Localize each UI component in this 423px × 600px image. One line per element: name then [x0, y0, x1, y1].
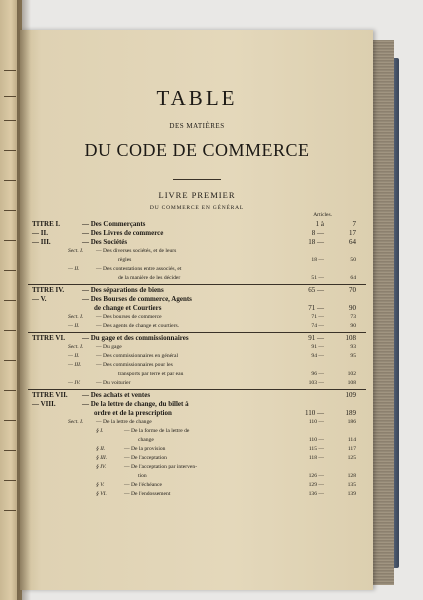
toc-entry-text: ordre et de la prescription	[94, 409, 172, 417]
toc-entry-text: — Des commissionnaires en général	[96, 353, 179, 359]
toc-row	[28, 334, 366, 343]
toc-row	[28, 220, 366, 229]
toc-row	[28, 379, 366, 388]
article-range-start: 74 —	[311, 323, 324, 329]
toc-row	[28, 490, 366, 499]
article-range-start: 115 —	[308, 446, 324, 452]
toc-entry-label: — II.	[32, 229, 48, 237]
toc-row	[28, 436, 366, 445]
toc-entry-text: — Des séparations de biens	[82, 286, 164, 294]
article-range-end: 90	[349, 304, 356, 312]
article-range-start: 110 —	[308, 437, 324, 443]
toc-entry-label: TITRE VI.	[32, 334, 65, 342]
article-range-start: 110 —	[308, 419, 324, 425]
book-page	[20, 30, 373, 590]
section-divider	[28, 332, 366, 333]
article-range-end: 102	[347, 371, 356, 377]
toc-entry-text: — De la forme de la lettre de	[124, 428, 190, 434]
toc-entry-text: — Des Bourses de commerce, Agents	[82, 295, 192, 303]
article-range-end: 7	[352, 220, 356, 228]
toc-row	[28, 445, 366, 454]
article-range-end: 125	[347, 455, 356, 461]
article-range-start: 118 —	[308, 455, 324, 461]
toc-entry-label: — II.	[68, 266, 80, 272]
article-range-end: 70	[349, 286, 356, 294]
toc-entry-text: règles	[118, 257, 132, 263]
section-divider	[28, 389, 366, 390]
page-content	[28, 86, 366, 499]
toc-row	[28, 304, 366, 313]
article-range-start: 96 —	[311, 371, 324, 377]
toc-entry-text: — Des commissionnaires pour les	[96, 362, 173, 368]
toc-row	[28, 286, 366, 295]
toc-row	[28, 391, 366, 400]
toc-entry-text: — Du gage et des commissionnaires	[82, 334, 189, 342]
toc-row	[28, 370, 366, 379]
toc-row	[28, 256, 366, 265]
code-title: DU CODE DE COMMERCE	[84, 140, 310, 160]
article-range-end: 90	[350, 323, 356, 329]
article-range-end: 64	[349, 238, 356, 246]
article-range-start: 8 —	[311, 229, 324, 237]
page-block-edge	[372, 40, 394, 585]
article-range-start: 18 —	[311, 257, 324, 263]
article-range-end: 17	[349, 229, 356, 237]
toc-row	[28, 238, 366, 247]
toc-row	[28, 265, 366, 274]
toc-entry-label: — II.	[68, 353, 80, 359]
toc-row	[28, 322, 366, 331]
article-range-start: 126 —	[308, 473, 324, 479]
toc-entry-label: § I.	[96, 428, 104, 434]
article-range-start: 91 —	[308, 334, 324, 342]
toc-entry-label: Sect. I.	[68, 344, 84, 350]
page-subtitle: DES MATIÈRES	[169, 122, 225, 130]
toc-entry-label: TITRE IV.	[32, 286, 65, 294]
toc-entry-label: TITRE VII.	[32, 391, 68, 399]
toc-entry-text: — De la lettre de change, du billet à	[82, 400, 189, 408]
article-range-start: 103 —	[308, 380, 324, 386]
article-range-end: 128	[347, 473, 356, 479]
toc-entry-label: — V.	[32, 295, 47, 303]
article-range-end: 108	[347, 380, 356, 386]
toc-entry-label: § VI.	[96, 491, 107, 497]
toc-entry-label: § V.	[96, 482, 105, 488]
article-range-start: 1 à	[315, 220, 324, 228]
section-divider	[28, 284, 366, 285]
toc-entry-label: Sect. I.	[68, 248, 84, 254]
toc-entry-text: — De l'acceptation par interven-	[124, 464, 198, 470]
toc-entry-text: — Des achats et ventes	[82, 391, 151, 399]
toc-row	[28, 295, 366, 304]
toc-row	[28, 454, 366, 463]
toc-entry-text: — Du gage	[96, 344, 122, 350]
article-range-start: 18 —	[308, 238, 324, 246]
toc-entry-label: § III.	[96, 455, 108, 461]
article-range-start: 110 —	[305, 409, 324, 417]
page-title: TABLE	[156, 86, 238, 110]
toc-entry-label: — III.	[68, 362, 82, 368]
article-range-start: 51 —	[311, 275, 324, 281]
book-subheading: DU COMMERCE EN GÉNÉRAL	[149, 205, 245, 211]
toc-row	[28, 418, 366, 427]
toc-row	[28, 427, 366, 436]
toc-row	[28, 472, 366, 481]
article-range-start: 129 —	[308, 482, 324, 488]
toc-row	[28, 247, 366, 256]
toc-entry-label: — II.	[68, 323, 80, 329]
book-heading: LIVRE PREMIER	[158, 190, 236, 200]
toc-entry-text: — Des Livres de commerce	[82, 229, 164, 237]
toc-entry-label: — III.	[32, 238, 51, 246]
article-range-start: 136 —	[308, 491, 324, 497]
toc-row	[28, 409, 366, 418]
toc-entry-label: — IV.	[68, 380, 81, 386]
toc-entry-label: — VIII.	[32, 400, 56, 408]
article-range-start: 91 —	[311, 344, 324, 350]
article-range-end: 108	[345, 334, 356, 342]
article-range-start: 94 —	[311, 353, 324, 359]
article-range-end: 64	[350, 275, 356, 281]
toc-row	[28, 400, 366, 409]
article-range-end: 186	[347, 419, 356, 425]
binding-shadow	[17, 0, 31, 600]
toc-entry-text: — Des contestations entre associés, et	[96, 266, 182, 272]
article-range-end: 189	[345, 409, 356, 417]
toc-entry-text: — De la lettre de change	[96, 419, 152, 425]
toc-entry-text: — Des bourses de commerce	[96, 314, 162, 320]
article-range-end: 73	[350, 314, 356, 320]
toc-entry-text: — De l'échéance	[124, 482, 162, 488]
article-range-end: 95	[350, 353, 356, 359]
toc-row	[28, 361, 366, 370]
toc-entry-text: — Des Sociétés	[82, 238, 128, 246]
title-rule	[173, 179, 221, 180]
article-range-start: 71 —	[308, 304, 324, 312]
toc-entry-label: Sect. I.	[68, 419, 84, 425]
article-range-end: 93	[350, 344, 356, 350]
toc-entry-text: de la manière de les décider	[118, 275, 181, 281]
article-range-end: 135	[347, 482, 356, 488]
toc-row	[28, 229, 366, 238]
toc-entry-text: — Des diverses sociétés, et de leurs	[96, 248, 177, 254]
article-range-end: 114	[347, 437, 356, 443]
toc-entry-text: tion	[138, 473, 147, 479]
articles-column-label: Articles.	[313, 212, 332, 218]
toc-entry-text: change	[138, 437, 154, 443]
toc-entry-text: de change et Courtiers	[94, 304, 162, 312]
toc-entry-text: — Des agents de change et courtiers.	[96, 323, 180, 329]
article-range-end: 139	[347, 491, 356, 497]
toc-row	[28, 274, 366, 283]
table-of-contents	[28, 220, 366, 499]
article-range-start: 65 —	[308, 286, 324, 294]
toc-row	[28, 343, 366, 352]
toc-row	[28, 352, 366, 361]
toc-entry-label: § IV.	[96, 464, 107, 470]
toc-entry-text: — De la provision	[124, 446, 166, 452]
article-range-end: 50	[350, 257, 356, 263]
toc-entry-text: — Du voiturier	[96, 380, 131, 386]
toc-entry-label: § II.	[96, 446, 106, 452]
toc-entry-text: — Des Commerçants	[82, 220, 146, 228]
toc-row	[28, 481, 366, 490]
toc-entry-label: TITRE I.	[32, 220, 61, 228]
article-range-end: 117	[347, 446, 356, 452]
toc-row	[28, 313, 366, 322]
article-range-end: 109	[345, 391, 356, 399]
toc-entry-label: Sect. I.	[68, 314, 84, 320]
article-range-start: 71 —	[311, 314, 324, 320]
toc-entry-text: transports par terre et par eau	[118, 371, 184, 377]
toc-entry-text: — De l'endossement	[124, 491, 171, 497]
toc-entry-text: — De l'acceptation	[124, 455, 167, 461]
toc-row	[28, 463, 366, 472]
